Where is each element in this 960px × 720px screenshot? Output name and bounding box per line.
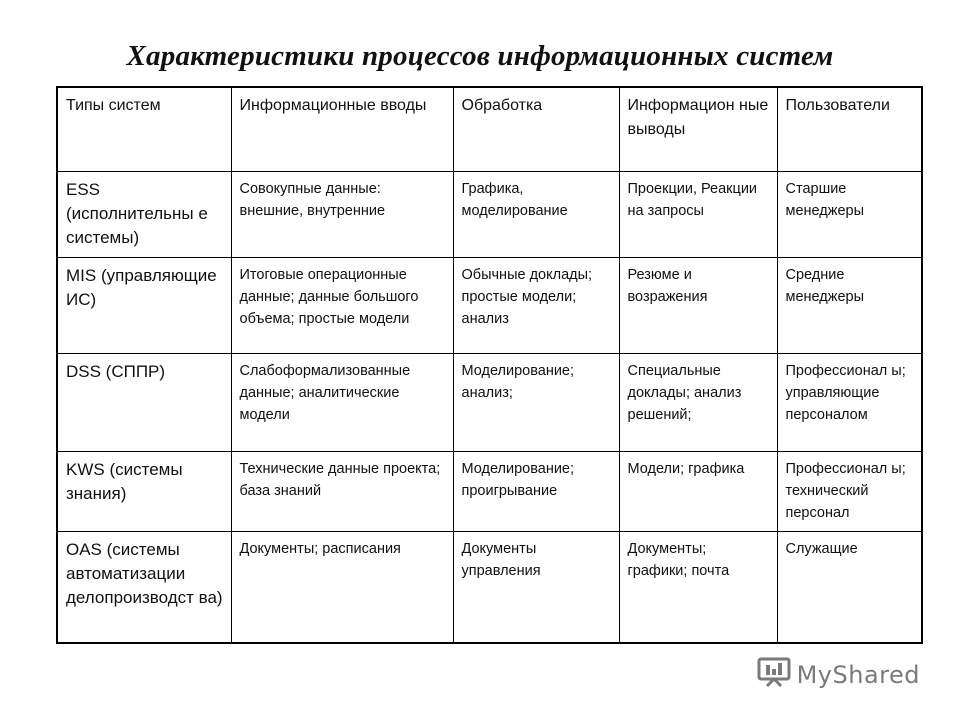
table-cell: Проекции, Реакции на запросы xyxy=(619,171,777,257)
table-header-row xyxy=(57,87,922,171)
table-cell: Моделирование; проигрывание xyxy=(453,451,619,531)
table-row xyxy=(57,257,922,353)
system-type-cell: KWS (системы знания) xyxy=(57,451,231,531)
table-cell: Специальные доклады; анализ решений; xyxy=(619,353,777,451)
table-cell: Слабоформализованные данные; аналитические модели xyxy=(231,353,453,451)
table-cell: Моделирование; анализ; xyxy=(453,353,619,451)
systems-table xyxy=(56,86,923,644)
table-cell: Средние менеджеры xyxy=(777,257,922,353)
table-cell: Модели; графика xyxy=(619,451,777,531)
system-type-cell: MIS (управляющие ИС) xyxy=(57,257,231,353)
table-cell: Профессионал ы; управляющие персоналом xyxy=(777,353,922,451)
table-cell: Резюме и возражения xyxy=(619,257,777,353)
table-cell: Обычные доклады; простые модели; анализ xyxy=(453,257,619,353)
table-cell: Совокупные данные: внешние, внутренние xyxy=(231,171,453,257)
table-cell: Технические данные проекта; база знаний xyxy=(231,451,453,531)
presentation-board-icon xyxy=(757,657,791,692)
system-type-cell: OAS (системы автоматизации делопроизводст ва) xyxy=(57,531,231,643)
header-cell: Типы систем xyxy=(57,87,231,171)
table-cell: Служащие xyxy=(777,531,922,643)
table-row xyxy=(57,451,922,531)
header-cell: Пользователи xyxy=(777,87,922,171)
table-row xyxy=(57,171,922,257)
watermark-logo xyxy=(757,657,920,692)
watermark-text: MyShared xyxy=(796,660,920,689)
header-cell: Информационные вводы xyxy=(231,87,453,171)
table-row xyxy=(57,531,922,643)
table-cell: Документы; графики; почта xyxy=(619,531,777,643)
system-type-cell: ESS (исполнительны е системы) xyxy=(57,171,231,257)
table-cell: Старшие менеджеры xyxy=(777,171,922,257)
table-row xyxy=(57,353,922,451)
table-cell: Документы; расписания xyxy=(231,531,453,643)
header-cell: Обработка xyxy=(453,87,619,171)
page-title: Характеристики процессов информационных систем xyxy=(126,40,834,72)
header-cell: Информацион ные выводы xyxy=(619,87,777,171)
table-cell: Итоговые операционные данные; данные большого объема; простые модели xyxy=(231,257,453,353)
system-type-cell: DSS (СППР) xyxy=(57,353,231,451)
table-cell: Графика, моделирование xyxy=(453,171,619,257)
table-cell: Документы управления xyxy=(453,531,619,643)
table-cell: Профессионал ы; технический персонал xyxy=(777,451,922,531)
